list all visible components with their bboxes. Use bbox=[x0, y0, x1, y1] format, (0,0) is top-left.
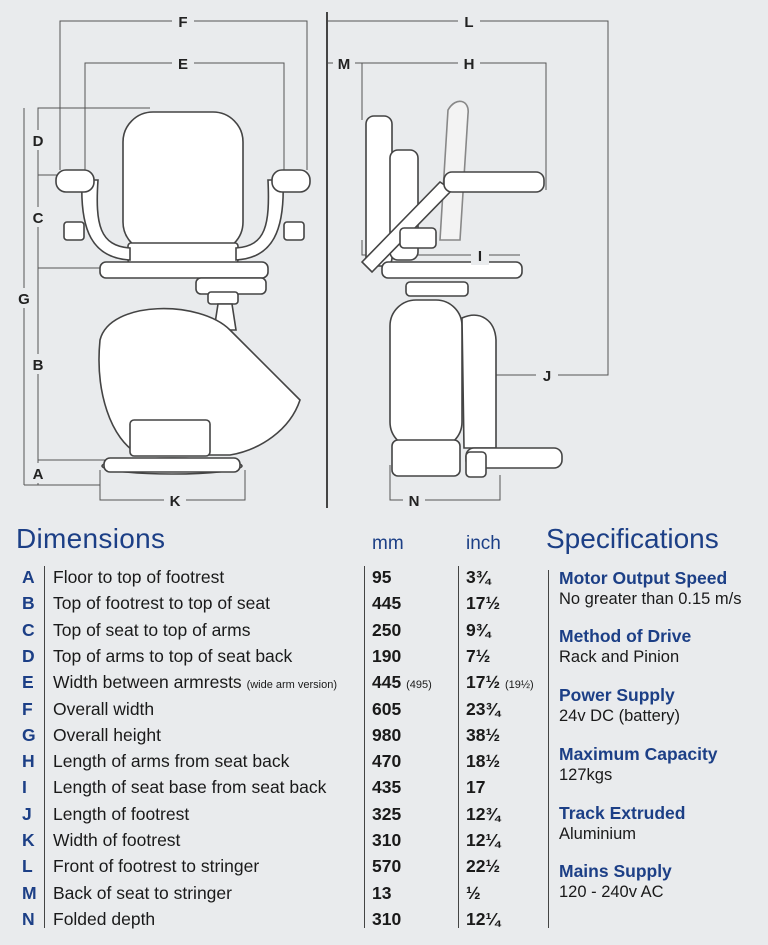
table-row bbox=[0, 801, 540, 827]
row-description: Top of footrest to top of seat bbox=[53, 593, 270, 614]
table-row bbox=[0, 853, 540, 879]
spec-value: Aluminium bbox=[559, 825, 637, 843]
row-inch: 18½ bbox=[466, 751, 501, 772]
row-inch-alt: (19½) bbox=[504, 679, 534, 692]
row-mm: 325 bbox=[372, 803, 402, 824]
specifications-title: Specifications bbox=[546, 523, 719, 554]
dim-label-m: M bbox=[337, 56, 351, 73]
row-letter: G bbox=[22, 724, 36, 745]
table-row bbox=[0, 590, 540, 616]
spec-heading: Mains Supply bbox=[559, 861, 672, 881]
dimensions-title: Dimensions bbox=[16, 523, 166, 554]
table-row bbox=[0, 696, 540, 722]
table-row bbox=[0, 617, 540, 643]
row-description: Width between armrests (wide arm version) bbox=[53, 672, 338, 693]
row-inch: 17 bbox=[466, 777, 486, 798]
dim-label-j: J bbox=[542, 368, 552, 385]
row-inch: 22½ bbox=[466, 856, 501, 877]
dim-label-n: N bbox=[408, 493, 420, 510]
row-description: Floor to top of footrest bbox=[53, 567, 225, 587]
row-inch: 23¾ bbox=[466, 698, 501, 719]
spec-item bbox=[559, 626, 764, 668]
spec-value: No greater than 0.15 m/s bbox=[559, 590, 742, 608]
row-description: Length of footrest bbox=[53, 803, 190, 824]
row-description: Top of arms to top of seat back bbox=[53, 645, 293, 666]
side-view-chair bbox=[362, 101, 562, 477]
row-description: Length of seat base from seat back bbox=[53, 777, 327, 798]
row-description: Front of footrest to stringer bbox=[53, 856, 260, 877]
row-letter: M bbox=[22, 882, 37, 903]
spec-value: 127kgs bbox=[559, 766, 613, 784]
table-row bbox=[0, 880, 540, 906]
row-letter: K bbox=[22, 830, 35, 850]
dim-label-b: B bbox=[32, 357, 44, 374]
table-row bbox=[0, 748, 540, 774]
row-mm: 435 bbox=[372, 777, 402, 798]
dim-label-i: I bbox=[477, 248, 483, 265]
spec-heading: Method of Drive bbox=[559, 626, 692, 646]
row-inch: 17½ bbox=[466, 593, 501, 614]
row-mm: 310 bbox=[372, 908, 402, 929]
table-row bbox=[0, 827, 540, 853]
row-inch: 3¾ bbox=[466, 567, 491, 587]
dim-label-a: A bbox=[32, 466, 44, 483]
specifications-divider bbox=[548, 570, 549, 928]
spec-heading: Power Supply bbox=[559, 685, 675, 705]
row-mm: 570 bbox=[372, 856, 402, 877]
table-row bbox=[0, 643, 540, 669]
row-mm: 13 bbox=[372, 882, 392, 903]
table-row bbox=[0, 669, 540, 695]
dim-label-d: D bbox=[32, 133, 44, 150]
row-description: Overall width bbox=[53, 698, 155, 719]
row-inch: 12¾ bbox=[466, 803, 501, 824]
row-description: Length of arms from seat back bbox=[53, 751, 290, 772]
spec-item bbox=[559, 861, 764, 903]
front-view-chair bbox=[56, 112, 310, 474]
row-mm: 445 (495) bbox=[372, 672, 432, 693]
dim-label-l: L bbox=[464, 14, 474, 31]
row-mm: 980 bbox=[372, 724, 402, 745]
row-letter: H bbox=[22, 751, 35, 772]
dim-label-e: E bbox=[177, 56, 189, 73]
row-description: Back of seat to stringer bbox=[53, 882, 232, 903]
row-inch: 7½ bbox=[466, 645, 491, 666]
row-mm-alt: (495) bbox=[406, 679, 432, 692]
row-inch: 12¼ bbox=[466, 908, 501, 929]
row-letter: B bbox=[22, 593, 35, 614]
row-letter: I bbox=[22, 777, 27, 798]
spec-item bbox=[559, 568, 764, 610]
spec-value: 24v DC (battery) bbox=[559, 707, 681, 725]
spec-heading: Track Extruded bbox=[559, 803, 686, 823]
row-letter: N bbox=[22, 908, 35, 929]
row-mm: 605 bbox=[372, 698, 402, 719]
row-inch: 17½ (19½) bbox=[466, 672, 534, 693]
row-inch: ½ bbox=[466, 882, 481, 903]
spec-value: 120 - 240v AC bbox=[559, 883, 664, 901]
row-inch: 12¼ bbox=[466, 830, 501, 850]
table-row bbox=[0, 774, 540, 800]
spec-item bbox=[559, 744, 764, 786]
row-inch: 38½ bbox=[466, 724, 501, 745]
row-description: Top of seat to top of arms bbox=[53, 619, 251, 640]
row-letter: L bbox=[22, 856, 33, 877]
dim-label-h: H bbox=[463, 56, 475, 73]
row-letter: D bbox=[22, 645, 35, 666]
spec-heading: Motor Output Speed bbox=[559, 568, 728, 588]
row-description: Overall height bbox=[53, 724, 161, 745]
spec-item bbox=[559, 685, 764, 727]
row-letter: J bbox=[22, 803, 32, 824]
inch-column-header: inch bbox=[466, 533, 501, 554]
dim-label-c: C bbox=[32, 210, 44, 227]
spec-heading: Maximum Capacity bbox=[559, 744, 718, 764]
row-description: Width of footrest bbox=[53, 830, 181, 850]
row-mm: 250 bbox=[372, 619, 402, 640]
table-row bbox=[0, 906, 540, 932]
row-description: Folded depth bbox=[53, 908, 156, 929]
row-mm: 445 bbox=[372, 593, 402, 614]
row-letter: C bbox=[22, 619, 35, 640]
row-mm: 470 bbox=[372, 751, 402, 772]
dim-label-k: K bbox=[169, 493, 181, 510]
row-letter: E bbox=[22, 672, 34, 693]
row-letter: A bbox=[22, 567, 35, 587]
row-inch: 9¾ bbox=[466, 619, 491, 640]
row-letter: F bbox=[22, 698, 33, 719]
row-note: (wide arm version) bbox=[246, 679, 338, 692]
spec-item bbox=[559, 803, 764, 845]
spec-value: Rack and Pinion bbox=[559, 648, 680, 666]
dim-label-g: G bbox=[18, 291, 30, 308]
table-row bbox=[0, 722, 540, 748]
row-mm: 310 bbox=[372, 830, 402, 850]
row-mm: 190 bbox=[372, 645, 402, 666]
mm-column-header: mm bbox=[372, 533, 404, 554]
table-row bbox=[0, 564, 540, 590]
row-mm: 95 bbox=[372, 567, 392, 587]
dim-label-f: F bbox=[178, 14, 188, 31]
